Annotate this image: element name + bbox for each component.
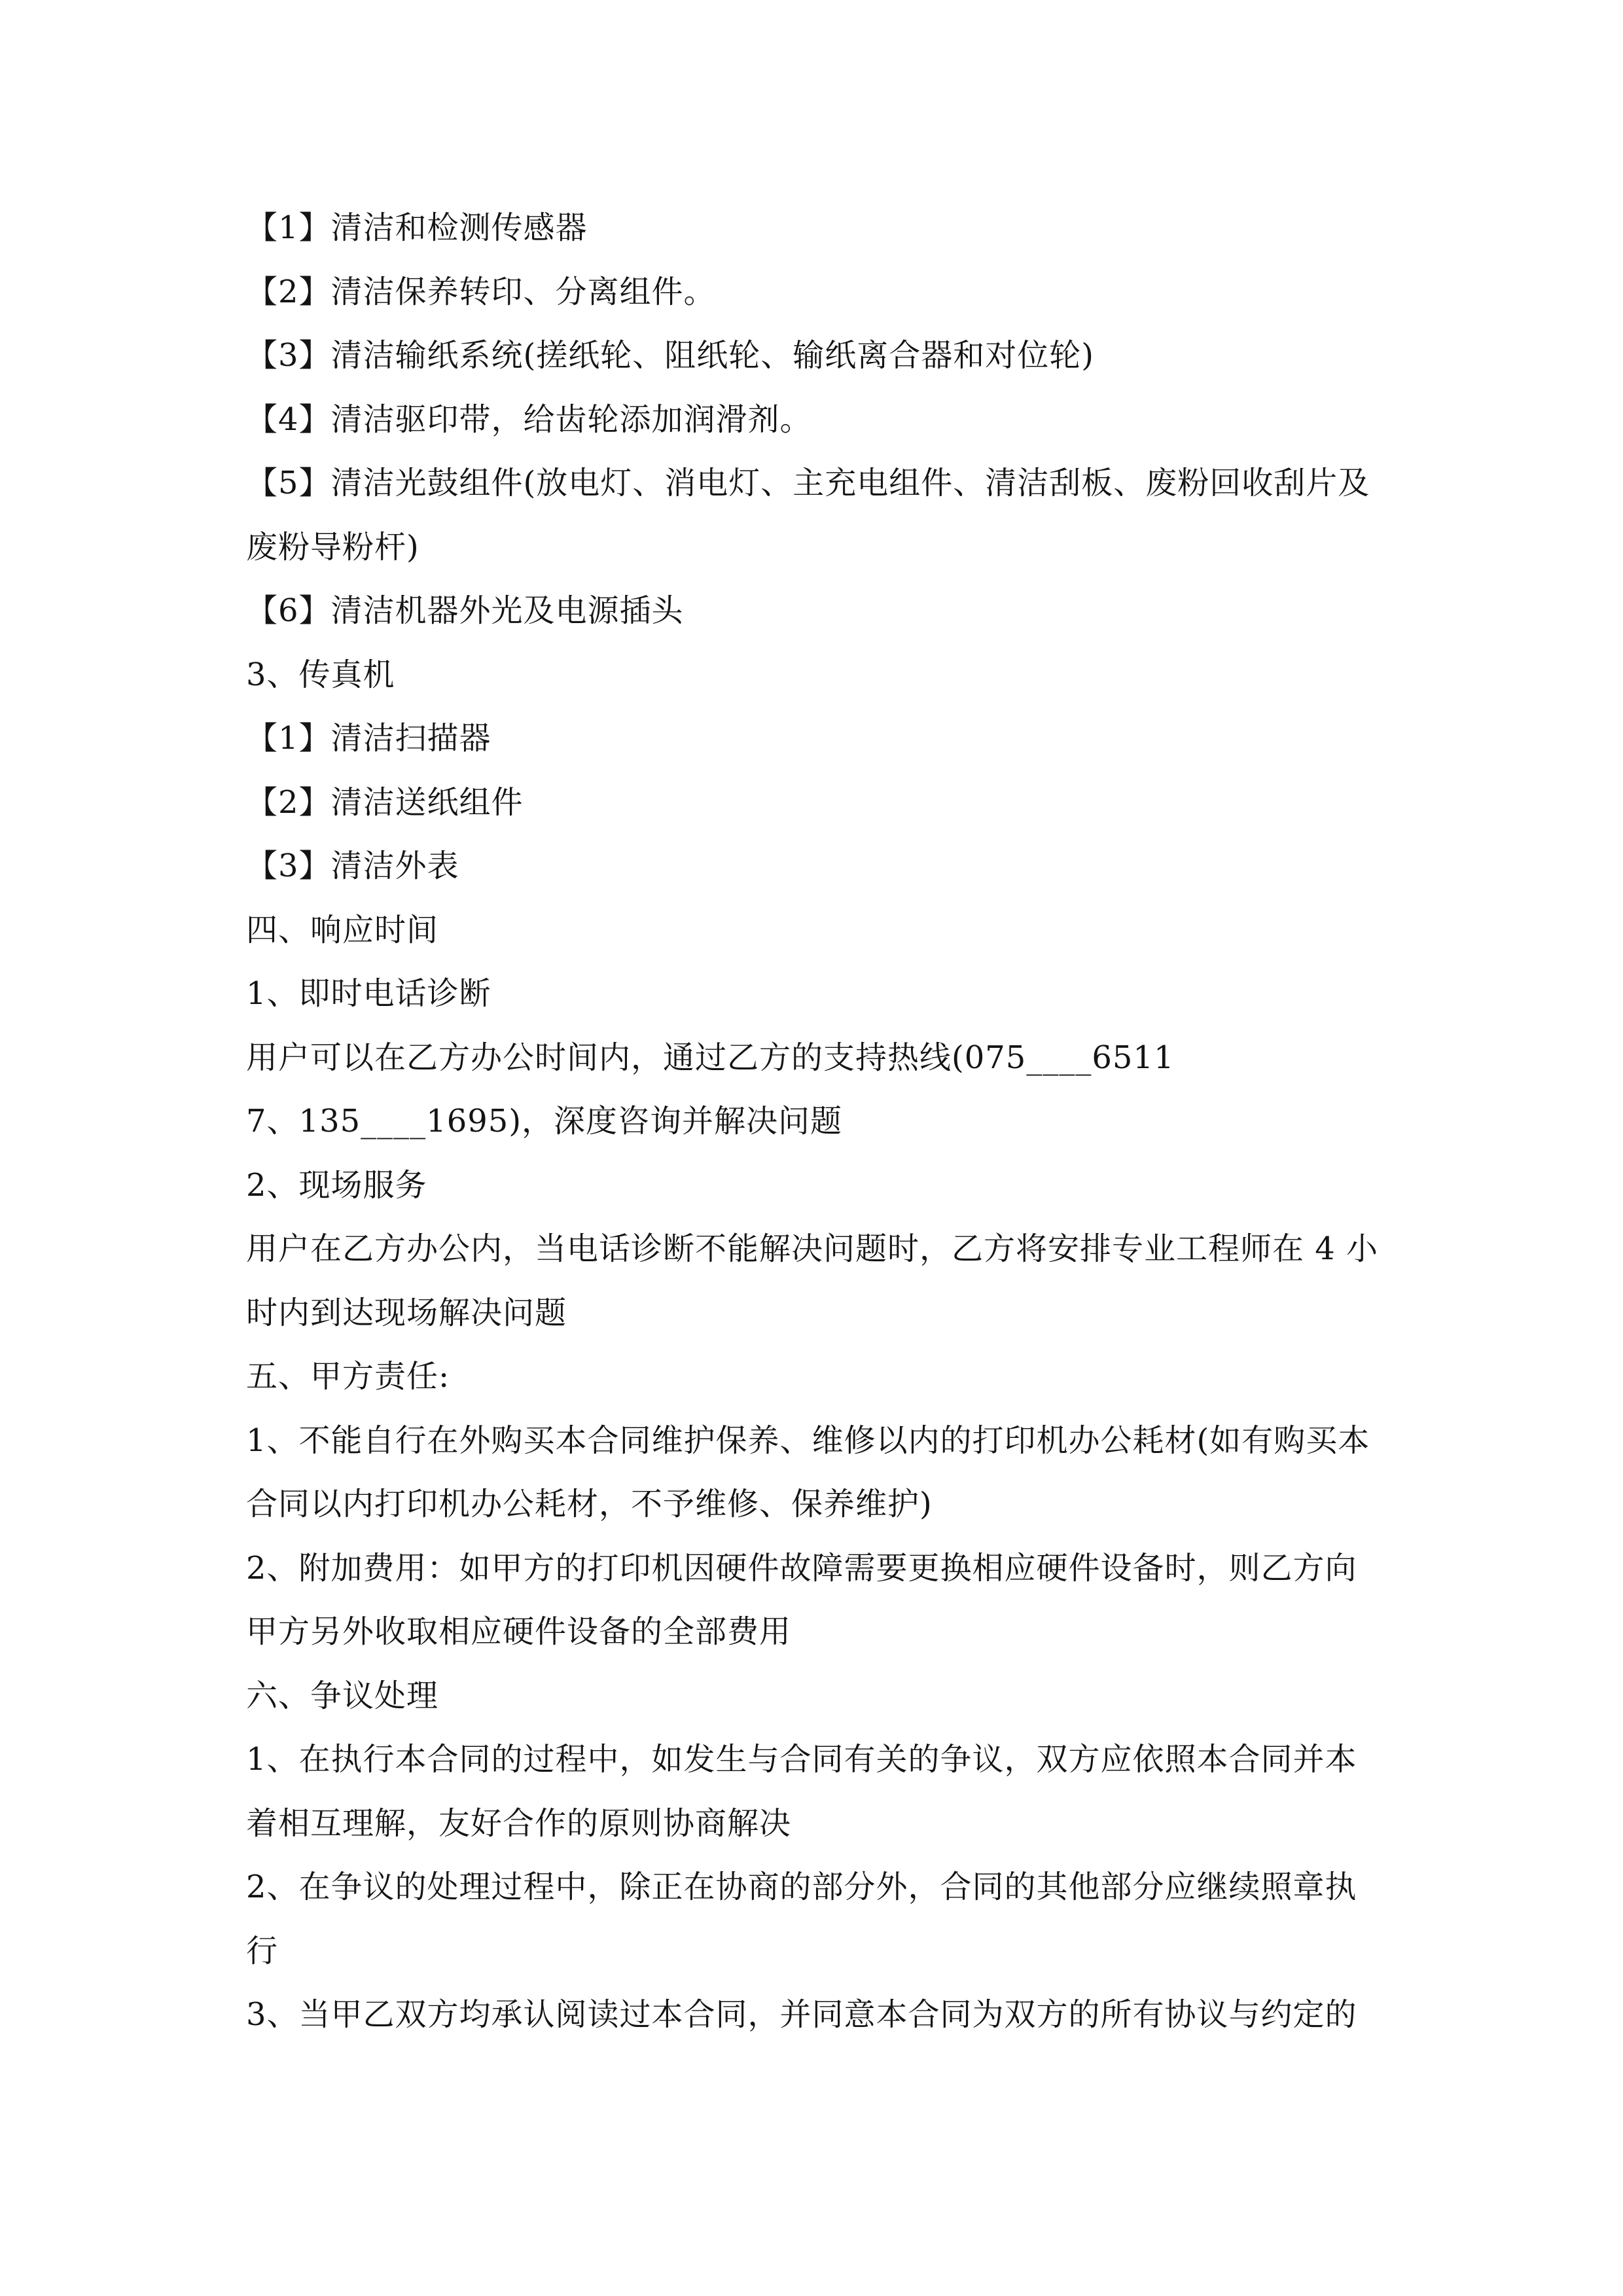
text-line: 用户在乙方办公内，当电话诊断不能解决问题时，乙方将安排专业工程师在 4 小 bbox=[246, 1230, 1379, 1267]
text-line: 【2】清洁送纸组件 bbox=[246, 783, 524, 821]
section-heading: 六、争议处理 bbox=[246, 1677, 439, 1714]
text-line: 【4】清洁驱印带，给齿轮添加润滑剂。 bbox=[246, 401, 812, 438]
text-line: 行 bbox=[246, 1932, 279, 1969]
subsection-heading: 2、现场服务 bbox=[246, 1166, 427, 1204]
section-heading: 3、传真机 bbox=[246, 656, 395, 693]
text-line: 【5】清洁光鼓组件(放电灯、消电灯、主充电组件、清洁刮板、废粉回收刮片及 bbox=[246, 465, 1370, 501]
text-line: 【6】清洁机器外光及电源插头 bbox=[246, 592, 684, 629]
text-line: 【1】清洁和检测传感器 bbox=[246, 209, 588, 246]
text-line: 1、在执行本合同的过程中，如发生与合同有关的争议，双方应依照本合同并本 bbox=[246, 1741, 1357, 1778]
text-line: 【3】清洁输纸系统(搓纸轮、阻纸轮、输纸离合器和对位轮) bbox=[246, 337, 1094, 374]
text-line: 着相互理解，友好合作的原则协商解决 bbox=[246, 1804, 792, 1842]
text-line: 时内到达现场解决问题 bbox=[246, 1294, 567, 1331]
text-line: 用户可以在乙方办公时间内，通过乙方的支持热线(075____6511 bbox=[246, 1039, 1175, 1076]
text-line: 合同以内打印机办公耗材，不予维修、保养维护) bbox=[246, 1486, 933, 1522]
section-heading: 四、响应时间 bbox=[246, 911, 439, 948]
document-body bbox=[246, 196, 1382, 2047]
text-line: 【2】清洁保养转印、分离组件。 bbox=[246, 273, 716, 310]
text-line: 【3】清洁外表 bbox=[246, 848, 459, 884]
text-line: 甲方另外收取相应硬件设备的全部费用 bbox=[246, 1613, 792, 1650]
text-line: 1、不能自行在外购买本合同维护保养、维修以内的打印机办公耗材(如有购买本 bbox=[246, 1422, 1370, 1459]
text-line: 【1】清洁扫描器 bbox=[246, 720, 491, 757]
text-line: 3、当甲乙双方均承认阅读过本合同，并同意本合同为双方的所有协议与约定的 bbox=[246, 1996, 1357, 2033]
section-heading: 五、甲方责任: bbox=[246, 1358, 450, 1395]
text-line: 2、在争议的处理过程中，除正在协商的部分外，合同的其他部分应继续照章执 bbox=[246, 1869, 1357, 1905]
text-line: 7、135____1695)，深度咨询并解决问题 bbox=[246, 1103, 843, 1139]
text-line: 2、附加费用：如甲方的打印机因硬件故障需要更换相应硬件设备时，则乙方向 bbox=[246, 1549, 1357, 1587]
text-line: 废粉导粉杆) bbox=[246, 528, 419, 565]
subsection-heading: 1、即时电话诊断 bbox=[246, 975, 491, 1012]
